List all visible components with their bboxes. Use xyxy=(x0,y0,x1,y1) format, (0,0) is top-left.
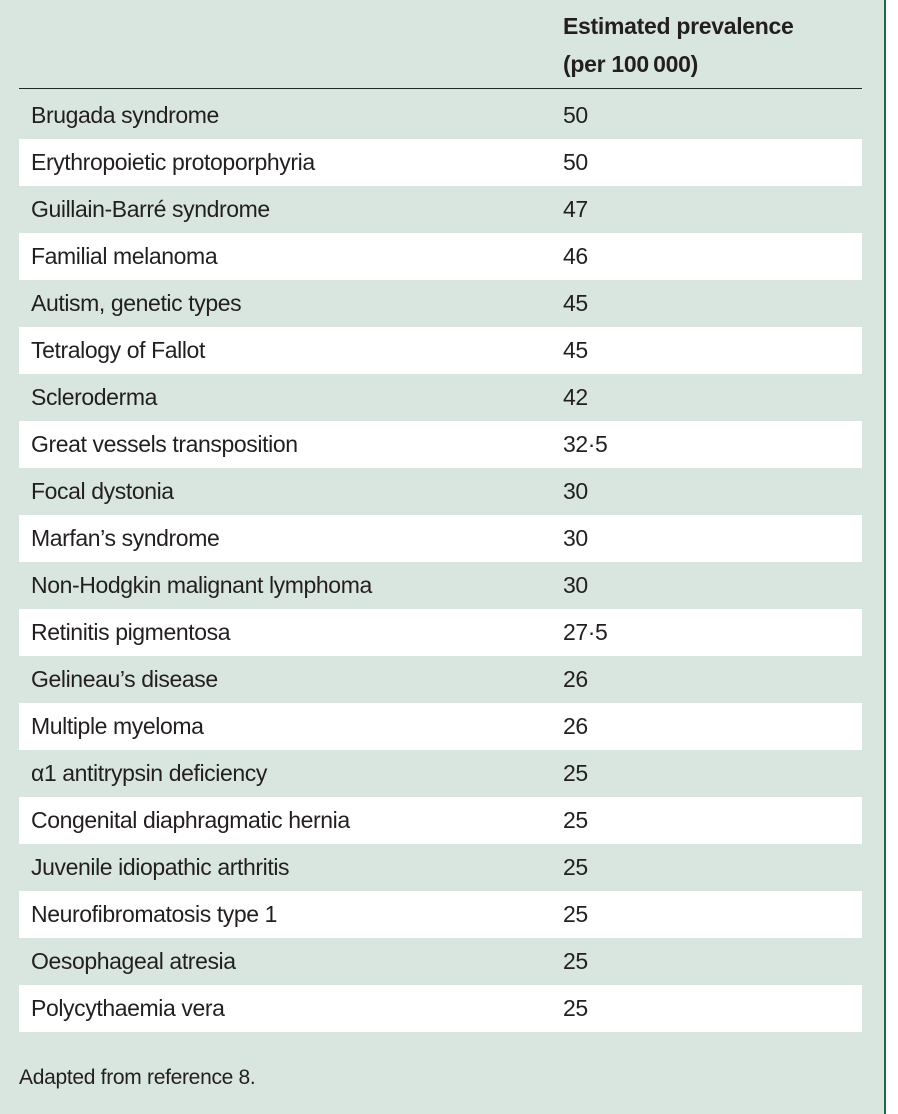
condition-cell: Brugada syndrome xyxy=(31,102,219,128)
condition-cell: Erythropoietic protoporphyria xyxy=(31,149,315,175)
table-row xyxy=(19,327,862,374)
prevalence-cell: 45 xyxy=(563,337,588,363)
prevalence-cell: 25 xyxy=(563,995,588,1021)
condition-cell: Autism, genetic types xyxy=(31,290,242,316)
condition-cell: Focal dystonia xyxy=(31,478,174,504)
condition-cell: Familial melanoma xyxy=(31,243,218,269)
table-footnote: Adapted from reference 8. xyxy=(19,1066,256,1089)
table-row xyxy=(19,562,862,609)
prevalence-cell: 25 xyxy=(563,948,588,974)
table-row xyxy=(19,186,862,233)
prevalence-cell: 42 xyxy=(563,384,588,410)
panel-edge-rule xyxy=(884,0,886,1114)
table-row xyxy=(19,656,862,703)
prevalence-cell: 30 xyxy=(563,478,588,504)
prevalence-cell: 32·5 xyxy=(563,431,608,457)
condition-cell: Juvenile idiopathic arthritis xyxy=(31,854,290,880)
condition-cell: Marfan’s syndrome xyxy=(31,525,220,551)
table-row xyxy=(19,797,862,844)
prevalence-cell: 27·5 xyxy=(563,619,608,645)
prevalence-column-header xyxy=(563,7,794,83)
condition-cell: Tetralogy of Fallot xyxy=(31,337,205,363)
condition-cell: Neurofibromatosis type 1 xyxy=(31,901,278,927)
table-row xyxy=(19,985,862,1032)
table-row xyxy=(19,891,862,938)
prevalence-cell: 50 xyxy=(563,102,588,128)
table-row xyxy=(19,92,862,139)
table-row xyxy=(19,938,862,985)
table-row xyxy=(19,515,862,562)
condition-cell: Multiple myeloma xyxy=(31,713,204,739)
prevalence-cell: 26 xyxy=(563,713,588,739)
prevalence-cell: 50 xyxy=(563,149,588,175)
table-body xyxy=(19,92,862,1032)
table-row xyxy=(19,421,862,468)
table-row xyxy=(19,139,862,186)
prevalence-cell: 47 xyxy=(563,196,588,222)
table-row xyxy=(19,844,862,891)
table-row xyxy=(19,609,862,656)
table-row xyxy=(19,750,862,797)
condition-cell: Great vessels transposition xyxy=(31,431,298,457)
prevalence-cell: 45 xyxy=(563,290,588,316)
condition-cell: Scleroderma xyxy=(31,384,157,410)
prevalence-cell: 25 xyxy=(563,807,588,833)
condition-cell: Polycythaemia vera xyxy=(31,995,225,1021)
table-header xyxy=(19,0,862,89)
prevalence-cell: 26 xyxy=(563,666,588,692)
table-row xyxy=(19,233,862,280)
prevalence-cell: 25 xyxy=(563,901,588,927)
prevalence-cell: 30 xyxy=(563,572,588,598)
condition-cell: Congenital diaphragmatic hernia xyxy=(31,807,350,833)
header-line-1: Estimated prevalence xyxy=(563,13,794,39)
prevalence-cell: 46 xyxy=(563,243,588,269)
header-line-2: (per 100 000) xyxy=(563,51,698,77)
prevalence-cell: 25 xyxy=(563,760,588,786)
condition-cell: Gelineau’s disease xyxy=(31,666,218,692)
condition-cell: Guillain-Barré syndrome xyxy=(31,196,270,222)
prevalence-cell: 25 xyxy=(563,854,588,880)
condition-cell: Oesophageal atresia xyxy=(31,948,236,974)
table-row xyxy=(19,468,862,515)
condition-cell: Non-Hodgkin malignant lymphoma xyxy=(31,572,372,598)
table-row xyxy=(19,374,862,421)
table-row xyxy=(19,703,862,750)
condition-cell: α1 antitrypsin deficiency xyxy=(31,760,267,786)
condition-cell: Retinitis pigmentosa xyxy=(31,619,231,645)
table-row xyxy=(19,280,862,327)
prevalence-cell: 30 xyxy=(563,525,588,551)
